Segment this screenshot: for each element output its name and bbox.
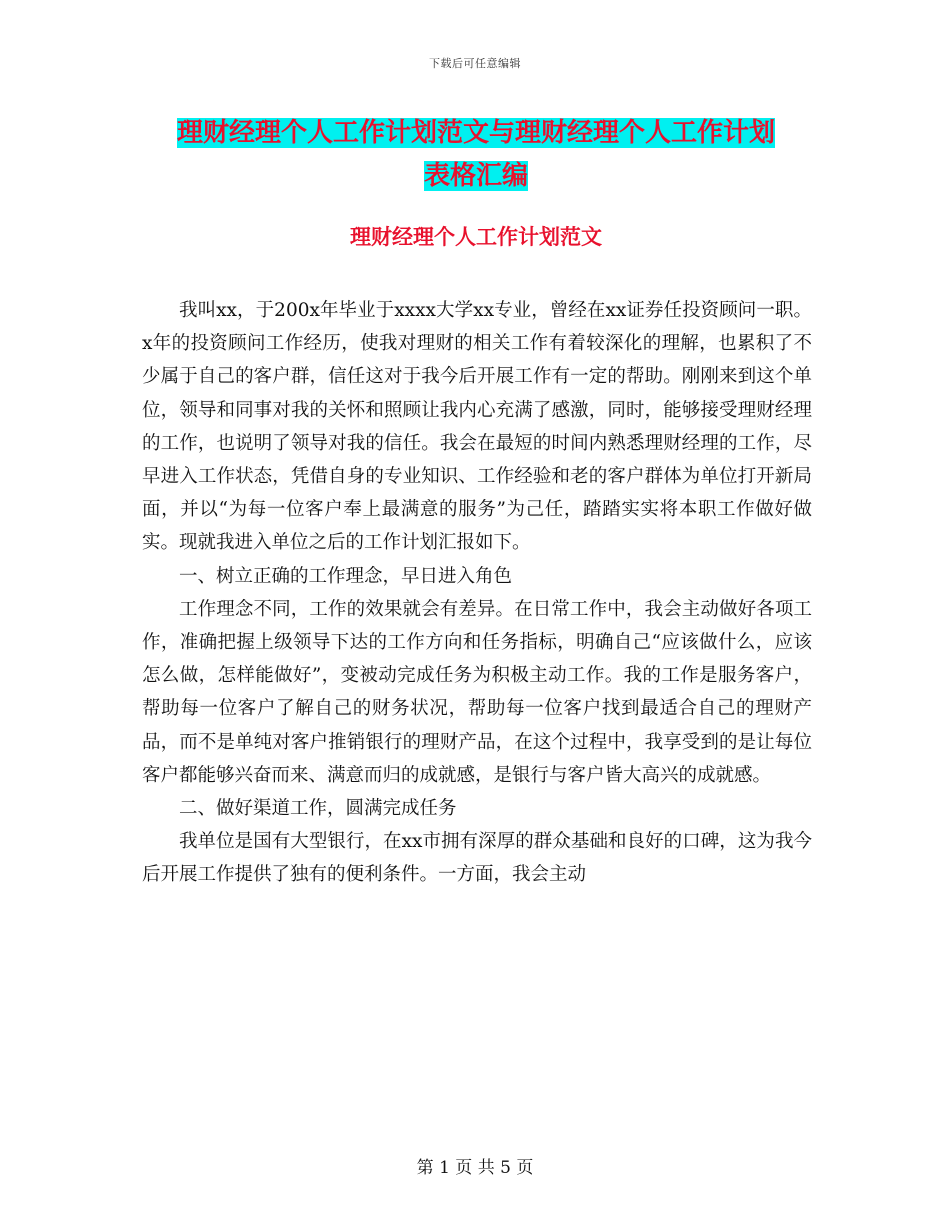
paragraph-intro: 我叫xx，于200x年毕业于xxxx大学xx专业，曾经在xx证券任投资顾问一职。x年的投资顾问工作经历，使我对理财的相关工作有着较深化的理解，也累积了不少属于自己的客户群，信任这对于我今后开展工作有一定的帮助。刚刚来到这个单位，领导和同事对我的关怀和照顾让我内心充满了感激，同时，能够接受理财经理的工作，也说明了领导对我的信任。我会在最短的时间内熟悉理财经理的工作，尽早进入工作状态，凭借自身的专业知识、工作经验和老的客户群体为单位打开新局面，并以“为每一位客户奉上最满意的服务”为己任，踏踏实实将本职工作做好做实。现就我进入单位之后的工作计划汇报如下。 <box>142 300 812 554</box>
document-title-line1: 理财经理个人工作计划范文与理财经理个人工作计划 <box>176 118 775 148</box>
paragraph-channel-work: 我单位是国有大型银行，在xx市拥有深厚的群众基础和良好的口碑，这为我今后开展工作提供了独有的便利条件。一方面，我会主动 <box>142 831 812 886</box>
paragraph-work-concept: 工作理念不同，工作的效果就会有差异。在日常工作中，我会主动做好各项工作，准确把握上级领导下达的工作方向和任务指标，明确自己“应该做什么，应该怎么做，怎样能做好”，变被动完成任务为积极主动工作。我的工作是服务客户，帮助每一位客户了解自己的财务状况，帮助每一位客户找到最适合自己的理财产品，而不是单纯对客户推销银行的理财产品，在这个过程中，我享受到的是让每位客户都能够兴奋而来、满意而归的成就感，是银行与客户皆大高兴的成就感。 <box>142 598 812 786</box>
section-title: 理财经理个人工作计划范文 <box>350 225 602 249</box>
page-header-note: 下载后可任意编辑 <box>429 57 521 70</box>
document-title <box>140 112 812 198</box>
document-title-line2: 表格汇编 <box>423 161 528 191</box>
heading-two: 二、做好渠道工作，圆满完成任务 <box>179 798 457 820</box>
document-body <box>142 294 812 892</box>
page-footer: 第 1 页 共 5 页 <box>416 1158 534 1178</box>
heading-one: 一、树立正确的工作理念，早日进入角色 <box>179 565 513 587</box>
